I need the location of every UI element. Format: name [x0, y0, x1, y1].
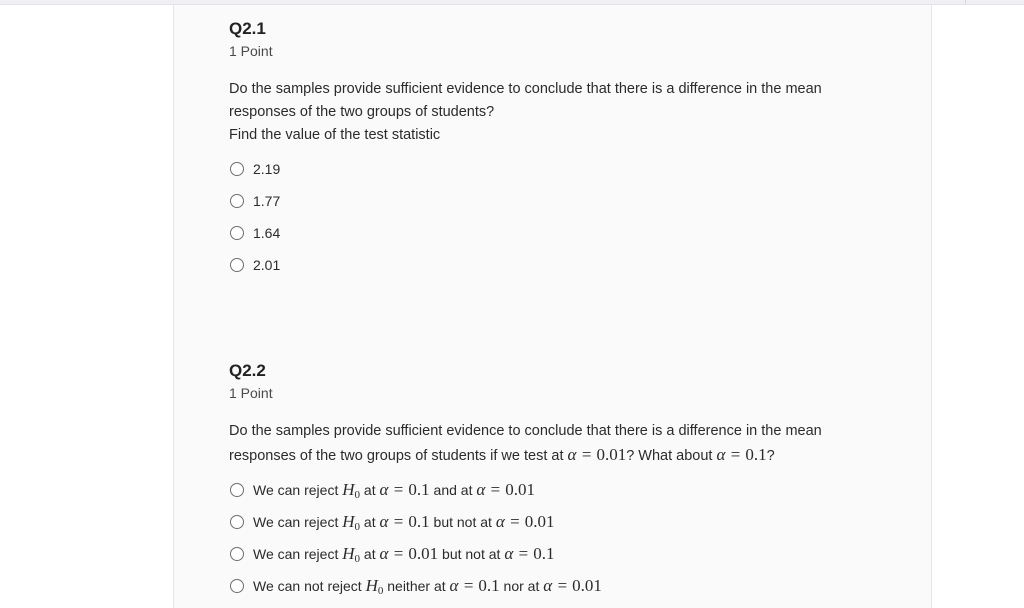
h0-symbol [342, 480, 360, 499]
h-subscript: 0 [354, 488, 361, 501]
option-text: neither at [383, 577, 450, 594]
question-points: 1 Point [229, 43, 273, 59]
answer-option[interactable] [229, 185, 879, 217]
option-text: We can reject [253, 545, 343, 562]
option-text: We can reject [253, 513, 343, 530]
option-text: but not at [438, 545, 505, 562]
prompt-line: responses of the two groups of students? [229, 104, 495, 120]
h0-symbol [342, 512, 360, 531]
prompt-text: ? What about [626, 448, 717, 464]
radio-button[interactable] [230, 515, 244, 529]
prompt-text: ? [766, 448, 775, 464]
h-letter: H [342, 479, 355, 499]
option-text: at [360, 481, 380, 498]
prompt-line: Do the samples provide sufficient evidence to conclude that there is a difference in the mean [229, 81, 822, 97]
question-prompt [229, 420, 879, 468]
alpha-value: 0.01 [408, 543, 439, 563]
alpha-value: 0.01 [524, 511, 555, 531]
option-text: at [360, 513, 380, 530]
option-text: We can not reject [253, 577, 366, 594]
prompt-text: responses of the two groups of students if we test at [229, 448, 568, 464]
alpha-expression [543, 576, 602, 595]
alpha-value: 0.1 [408, 479, 430, 499]
alpha-value: 0.01 [505, 479, 535, 499]
h-letter: H [365, 575, 378, 595]
option-text: at [360, 545, 380, 562]
alpha-expression [379, 480, 429, 499]
answer-option[interactable] [229, 474, 879, 506]
h-subscript: 0 [377, 584, 384, 597]
option-label: 2.19 [253, 161, 281, 177]
alpha-expression [379, 544, 438, 563]
alpha-expression [568, 445, 627, 464]
alpha-value: 0.1 [478, 575, 500, 595]
alpha-expression [450, 576, 500, 595]
alpha-symbol: α = [379, 543, 409, 563]
h-letter: H [342, 511, 355, 531]
radio-button[interactable] [230, 162, 244, 176]
option-label [253, 576, 602, 597]
radio-button[interactable] [230, 579, 244, 593]
radio-button[interactable] [230, 226, 244, 240]
radio-button[interactable] [230, 194, 244, 208]
question-points: 1 Point [229, 385, 273, 401]
alpha-value: 0.1 [408, 511, 430, 531]
question-title: Q2.1 [229, 19, 266, 38]
radio-button[interactable] [230, 258, 244, 272]
option-text: nor at [499, 577, 544, 594]
h-subscript: 0 [354, 552, 361, 565]
option-label: 1.77 [253, 193, 281, 209]
prompt-line: Do the samples provide sufficient evidence to conclude that there is a difference in the mean [229, 423, 822, 439]
alpha-value: 0.1 [745, 445, 767, 464]
prompt-line: Find the value of the test statistic [229, 127, 441, 143]
h-letter: H [342, 543, 355, 563]
alpha-symbol: α = [504, 543, 534, 563]
alpha-symbol: α = [476, 479, 506, 499]
alpha-symbol: α = [716, 445, 746, 464]
radio-button[interactable] [230, 547, 244, 561]
alpha-symbol: α = [449, 575, 479, 595]
alpha-symbol: α = [379, 479, 409, 499]
alpha-expression [379, 512, 429, 531]
answer-options [229, 153, 879, 281]
alpha-expression [504, 544, 554, 563]
question-prompt [229, 78, 879, 147]
h0-symbol [342, 544, 360, 563]
question-2-1 [229, 19, 879, 281]
answer-option[interactable] [229, 249, 879, 281]
option-label: 1.64 [253, 225, 281, 241]
answer-option[interactable] [229, 570, 879, 602]
answer-options [229, 474, 879, 602]
alpha-expression [716, 445, 766, 464]
alpha-value: 0.01 [596, 445, 627, 464]
question-2-2 [229, 361, 879, 602]
alpha-symbol: α = [567, 445, 597, 464]
answer-option[interactable] [229, 217, 879, 249]
top-bar-divider [965, 0, 966, 4]
h-subscript: 0 [354, 520, 361, 533]
option-text: and at [429, 481, 477, 498]
h0-symbol [366, 576, 384, 595]
option-text: but not at [429, 513, 496, 530]
answer-option[interactable] [229, 153, 879, 185]
option-text: We can reject [253, 481, 343, 498]
answer-option[interactable] [229, 538, 879, 570]
assignment-panel [173, 5, 932, 608]
option-label [253, 480, 535, 501]
alpha-symbol: α = [495, 511, 525, 531]
alpha-expression [496, 512, 555, 531]
radio-button[interactable] [230, 483, 244, 497]
option-label [253, 544, 554, 565]
alpha-expression [476, 480, 535, 499]
question-title: Q2.2 [229, 361, 266, 380]
alpha-symbol: α = [543, 575, 573, 595]
alpha-symbol: α = [379, 511, 409, 531]
answer-option[interactable] [229, 506, 879, 538]
alpha-value: 0.01 [572, 575, 602, 595]
alpha-value: 0.1 [533, 543, 555, 563]
option-label: 2.01 [253, 257, 281, 273]
prompt-line [229, 443, 879, 468]
option-label [253, 512, 554, 533]
